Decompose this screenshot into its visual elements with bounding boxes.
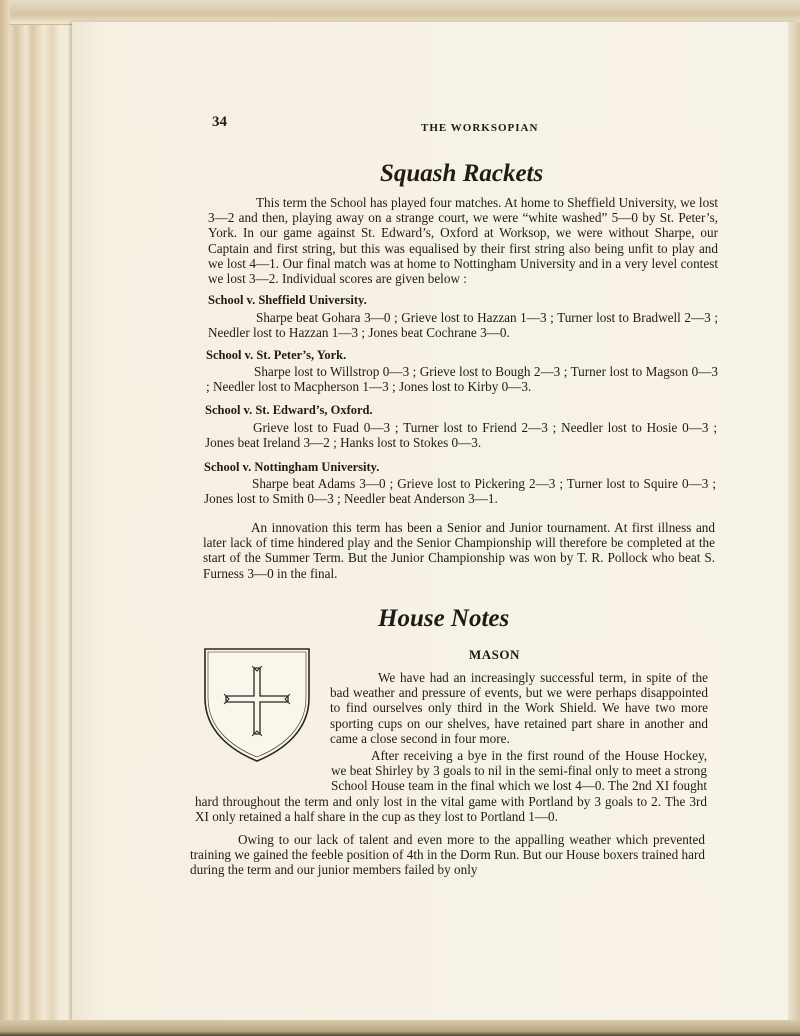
match-heading-nottingham: School v. Nottingham University. [204, 460, 380, 474]
mason-paragraph-1: We have had an increasingly successful term, in spite of the bad weather and pressure of events, but we were perhaps disappointed to find ourselves only third in the Work Shield. We have two more sporting cups on our shelves, have retained part share in another and came a close second in four more. [330, 670, 708, 746]
shield-float-spacer [195, 748, 331, 793]
match-scores-nottingham: Sharpe beat Adams 3—0 ; Grieve lost to Pickering 2—3 ; Turner lost to Squire 0—3 ; Jones lost to Smith 0—3 ; Needler beat Anderson 3—1. [204, 476, 716, 507]
tournament-paragraph: An innovation this term has been a Senior and Junior tournament. At first illness and later lack of time hindered play and the Senior Championship will therefore be completed at the start of the Summer Term. But the Junior Championship was won by T. R. Pollock who beat S. Furness 3—0 in the final. [203, 520, 715, 581]
match-scores-st-peters: Sharpe lost to Willstrop 0—3 ; Grieve lost to Bough 2—3 ; Turner lost to Magson 0—3 ; Needler lost to Macpherson 1—3 ; Jones lost to Kirby 0—3. [206, 364, 718, 395]
squash-intro: This term the School has played four matches. At home to Sheffield University, we lost 3—2 and then, playing away on a strange court, we were “white washed” 5—0 by St. Peter’s, York. In our game against St. Edward’s, Oxford at Worksop, we were without Sharpe, our Captain and first string, but this was equalised by their first string also being unfit to play and we lost 4—1. Our final match was at home to Nottingham University and in a very level contest we lost 3—2. Individual scores are given below : [208, 195, 718, 287]
page-bottom-edge [0, 1020, 800, 1036]
mason-paragraph-3: Owing to our lack of talent and even more to the appalling weather which prevented training we gained the feeble position of 4th in the Dorm Run. But our House boxers trained hard during the term and our junior members failed by only [190, 832, 705, 878]
shield-crest-icon [202, 646, 312, 764]
match-scores-sheffield: Sharpe beat Gohara 3—0 ; Grieve lost to Hazzan 1—3 ; Turner lost to Bradwell 2—3 ; Needler lost to Hazzan 1—3 ; Jones beat Cochrane 3—0. [208, 310, 718, 341]
mason-paragraph-2: After receiving a bye in the first round of the House Hockey, we beat Shirley by 3 goals to nil in the semi-final only to meet a strong School House team in the final which we lost 4—0. The 2nd XI fought hard throughout the term and only lost in the vital game with Portland by 3 goals to 2. The 3rd XI only retained a half share in the cup as they lost to Portland 1—0. [195, 748, 707, 824]
mason-paragraph-2-wrapper [195, 748, 707, 824]
house-name-mason: MASON [469, 647, 520, 662]
house-notes-title: House Notes [378, 605, 510, 632]
match-heading-st-peters: School v. St. Peter’s, York. [206, 348, 347, 362]
running-head: THE WORKSOPIAN [421, 122, 539, 134]
match-scores-st-edwards: Grieve lost to Fuad 0—3 ; Turner lost to Friend 2—3 ; Needler lost to Hosie 0—3 ; Jones beat Ireland 3—2 ; Hanks lost to Stokes 0—3. [205, 420, 717, 451]
match-heading-sheffield: School v. Sheffield University. [208, 293, 367, 307]
page-number: 34 [212, 114, 227, 130]
page-right-edge [788, 22, 800, 1022]
match-heading-st-edwards: School v. St. Edward’s, Oxford. [205, 403, 373, 417]
squash-title: Squash Rackets [380, 160, 544, 187]
